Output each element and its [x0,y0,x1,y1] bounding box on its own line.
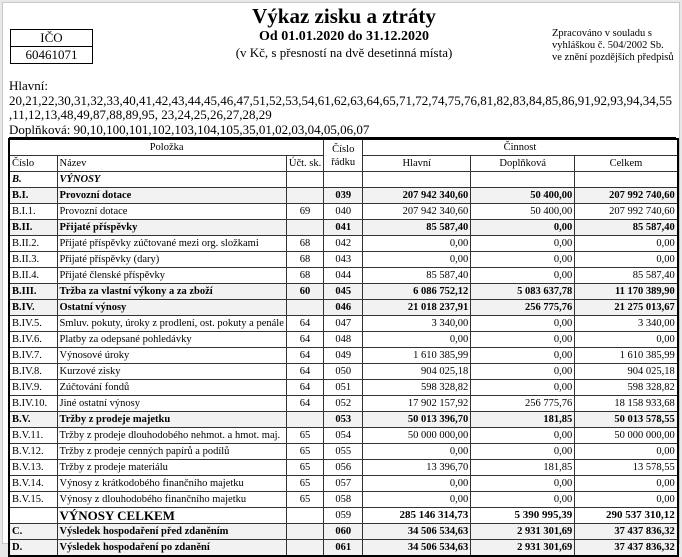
row-radek: 054 [324,428,363,444]
row-cislo: B.V.13. [9,460,57,476]
row-cislo: B.IV.6. [9,332,57,348]
row-nazev: Přijaté příspěvky (dary) [57,252,286,268]
table-row [9,252,678,268]
row-cislo: B.IV.7. [9,348,57,364]
table-row [9,364,678,380]
row-doplnkova: 0,00 [471,476,575,492]
report-period: Od 01.01.2020 do 31.12.2020 [259,29,429,44]
row-radek: 059 [324,508,363,524]
row-ucet [286,172,323,188]
row-celkem: 50 013 578,55 [575,412,678,428]
row-radek [324,172,363,188]
header-cinnost: Činnost [363,139,678,156]
row-nazev: Výnosové úroky [57,348,286,364]
row-nazev: Smluv. pokuty, úroky z prodlení, ost. pokuty a penále [57,316,286,332]
row-radek: 047 [324,316,363,332]
row-doplnkova: 0,00 [471,348,575,364]
row-celkem: 0,00 [575,332,678,348]
table-row [9,220,678,236]
row-ucet: 65 [286,476,323,492]
row-hlavni: 0,00 [363,476,471,492]
row-celkem: 21 275 013,67 [575,300,678,316]
row-nazev: Výsledek hospodaření po zdanění [57,540,286,557]
row-hlavni: 0,00 [363,236,471,252]
row-cislo: B.I. [9,188,57,204]
table-row [9,508,678,524]
row-ucet: 65 [286,460,323,476]
ico-box [10,29,93,64]
row-nazev: Přijaté členské příspěvky [57,268,286,284]
page-title: Výkaz zisku a ztráty [252,4,436,28]
row-nazev: VÝNOSY [57,172,286,188]
header-doplnkova: Doplňková [471,156,575,172]
row-doplnkova: 50 400,00 [471,204,575,220]
row-celkem: 13 578,55 [575,460,678,476]
row-radek: 060 [324,524,363,540]
row-doplnkova: 181,85 [471,412,575,428]
header-celkem: Celkem [575,156,678,172]
row-celkem: 1 610 385,99 [575,348,678,364]
row-celkem: 207 992 740,60 [575,188,678,204]
row-celkem: 0,00 [575,252,678,268]
row-radek: 050 [324,364,363,380]
row-radek: 052 [324,396,363,412]
row-cislo: B.IV.9. [9,380,57,396]
ico-value: 60461071 [11,46,92,63]
legal-note-line: vyhláškou č. 504/2002 Sb. [552,40,664,51]
row-hlavni: 85 587,40 [363,220,471,236]
row-radek: 045 [324,284,363,300]
row-nazev: Přijaté příspěvky [57,220,286,236]
row-radek: 046 [324,300,363,316]
row-hlavni: 904 025,18 [363,364,471,380]
row-cislo: B.IV. [9,300,57,316]
table-row [9,380,678,396]
table-row [9,332,678,348]
row-celkem: 0,00 [575,444,678,460]
row-celkem: 37 437 836,32 [575,540,678,557]
table-row [9,540,678,557]
row-nazev: Platby za odepsané pohledávky [57,332,286,348]
row-doplnkova: 0,00 [471,444,575,460]
row-radek: 056 [324,460,363,476]
row-doplnkova: 0,00 [471,252,575,268]
row-cislo: B.III. [9,284,57,300]
row-radek: 042 [324,236,363,252]
row-celkem: 85 587,40 [575,220,678,236]
row-ucet: 64 [286,348,323,364]
row-radek: 053 [324,412,363,428]
table-row [9,524,678,540]
row-celkem: 207 992 740,60 [575,204,678,220]
header-ucet: Účt. sk. [286,156,323,172]
row-doplnkova: 0,00 [471,268,575,284]
row-radek: 051 [324,380,363,396]
row-cislo [9,508,57,524]
table-row [9,348,678,364]
row-doplnkova: 5 083 637,78 [471,284,575,300]
row-ucet [286,188,323,204]
row-ucet: 65 [286,492,323,508]
row-nazev: Výnosy z dlouhodobého finančního majetku [57,492,286,508]
row-nazev: Tržby z prodeje cenných papírů a podílů [57,444,286,460]
supplementary-activities: Doplňková: 90,10,100,101,102,103,104,105,35,01,02,03,04,05,06,07 [9,123,676,140]
row-doplnkova: 0,00 [471,316,575,332]
row-cislo: B.V.11. [9,428,57,444]
legal-note [552,28,682,64]
row-ucet: 68 [286,236,323,252]
row-cislo: B.II.4. [9,268,57,284]
row-ucet: 64 [286,396,323,412]
row-doplnkova: 2 931 301,69 [471,540,575,557]
row-cislo: B.V. [9,412,57,428]
row-celkem: 290 537 310,12 [575,508,678,524]
row-doplnkova: 0,00 [471,492,575,508]
row-nazev: Provozní dotace [57,188,286,204]
row-doplnkova: 0,00 [471,380,575,396]
table-row [9,236,678,252]
row-ucet: 68 [286,268,323,284]
row-celkem: 50 000 000,00 [575,428,678,444]
row-radek: 057 [324,476,363,492]
row-celkem: 0,00 [575,476,678,492]
table-row [9,284,678,300]
row-celkem: 3 340,00 [575,316,678,332]
row-cislo: B.II.2. [9,236,57,252]
header-nazev: Název [57,156,286,172]
table-row [9,412,678,428]
row-radek: 055 [324,444,363,460]
row-ucet [286,412,323,428]
row-celkem: 0,00 [575,236,678,252]
row-cislo: B.II.3. [9,252,57,268]
row-hlavni: 0,00 [363,444,471,460]
row-radek: 043 [324,252,363,268]
row-ucet [286,508,323,524]
row-doplnkova: 0,00 [471,364,575,380]
row-nazev: Tržby z prodeje dlouhodobého nehmot. a hmot. maj. [57,428,286,444]
row-nazev: Kurzové zisky [57,364,286,380]
row-doplnkova: 5 390 995,39 [471,508,575,524]
main-activities-label: Hlavní: [9,78,48,93]
row-radek: 041 [324,220,363,236]
row-nazev: Přijaté příspěvky zúčtované mezi org. složkami [57,236,286,252]
row-radek: 058 [324,492,363,508]
row-nazev: Výsledek hospodaření před zdaněním [57,524,286,540]
row-hlavni: 50 000 000,00 [363,428,471,444]
header-cislo-radku: Číslo řádku [324,139,363,172]
profit-loss-table [8,138,679,557]
table-row [9,268,678,284]
row-doplnkova: 2 931 301,69 [471,524,575,540]
row-radek: 040 [324,204,363,220]
row-hlavni: 207 942 340,60 [363,188,471,204]
row-cislo: B.V.12. [9,444,57,460]
row-hlavni: 17 902 157,92 [363,396,471,412]
row-hlavni: 0,00 [363,252,471,268]
row-doplnkova: 256 775,76 [471,396,575,412]
row-hlavni: 34 506 534,63 [363,540,471,557]
row-celkem: 11 170 389,90 [575,284,678,300]
row-ucet: 65 [286,428,323,444]
row-nazev: VÝNOSY CELKEM [57,508,286,524]
row-radek: 044 [324,268,363,284]
row-doplnkova: 256 775,76 [471,300,575,316]
row-nazev: Zúčtování fondů [57,380,286,396]
row-hlavni: 0,00 [363,492,471,508]
table-row [9,428,678,444]
table-row [9,316,678,332]
row-nazev: Tržby z prodeje materiálu [57,460,286,476]
activities-block [9,79,679,139]
ico-label: IČO [40,30,63,45]
row-nazev: Tržby z prodeje majetku [57,412,286,428]
row-nazev: Výnosy z krátkodobého finančního majetku [57,476,286,492]
row-cislo: B.V.15. [9,492,57,508]
table-row [9,444,678,460]
row-hlavni: 0,00 [363,332,471,348]
row-celkem: 18 158 933,68 [575,396,678,412]
row-nazev: Provozní dotace [57,204,286,220]
row-ucet [286,524,323,540]
header-polozka: Položka [9,139,324,156]
row-cislo: B.IV.10. [9,396,57,412]
main-activities-line: 20,21,22,30,31,32,33,40,41,42,43,44,45,46,47,51,52,53,54,61,62,63,64,65,71,72,74,75,76,81,82,83,84,85,86,91,92,93,94,34,55 [9,92,672,108]
header-cislo: Číslo [9,156,57,172]
row-celkem: 37 437 836,32 [575,524,678,540]
row-ucet: 64 [286,364,323,380]
row-celkem: 0,00 [575,492,678,508]
report-page [2,2,680,553]
table-row [9,396,678,412]
row-radek: 049 [324,348,363,364]
row-cislo: B.IV.8. [9,364,57,380]
row-ucet [286,540,323,557]
row-nazev: Tržba za vlastní výkony a za zboží [57,284,286,300]
row-cislo: B.I.1. [9,204,57,220]
row-hlavni: 1 610 385,99 [363,348,471,364]
row-celkem: 85 587,40 [575,268,678,284]
row-celkem [575,172,678,188]
row-nazev: Jiné ostatní výnosy [57,396,286,412]
row-cislo: B.IV.5. [9,316,57,332]
table-row [9,492,678,508]
row-ucet: 69 [286,204,323,220]
row-hlavni: 85 587,40 [363,268,471,284]
row-doplnkova: 50 400,00 [471,188,575,204]
row-hlavni: 34 506 534,63 [363,524,471,540]
row-radek: 061 [324,540,363,557]
row-doplnkova: 0,00 [471,332,575,348]
header-hlavni: Hlavní [363,156,471,172]
row-doplnkova: 0,00 [471,220,575,236]
row-ucet: 60 [286,284,323,300]
row-ucet: 64 [286,332,323,348]
row-ucet: 68 [286,252,323,268]
row-ucet: 64 [286,380,323,396]
row-radek: 048 [324,332,363,348]
row-nazev: Ostatní výnosy [57,300,286,316]
legal-note-line: Zpracováno v souladu s [552,28,653,39]
row-doplnkova: 181,85 [471,460,575,476]
row-ucet [286,220,323,236]
row-hlavni: 6 086 752,12 [363,284,471,300]
row-cislo: B.V.14. [9,476,57,492]
row-radek: 039 [324,188,363,204]
table-row [9,476,678,492]
row-hlavni: 50 013 396,70 [363,412,471,428]
table-row [9,188,678,204]
row-doplnkova [471,172,575,188]
row-hlavni: 13 396,70 [363,460,471,476]
row-cislo: B.II. [9,220,57,236]
row-hlavni: 207 942 340,60 [363,204,471,220]
row-cislo: C. [9,524,57,540]
row-hlavni [363,172,471,188]
main-activities-line: ,11,12,13,48,49,87,88,89,95, 23,24,25,26,27,28,29 [9,107,272,122]
row-celkem: 904 025,18 [575,364,678,380]
table-row [9,204,678,220]
legal-note-line: ve znění pozdějších předpisů [552,52,674,63]
report-units: (v Kč, s přesností na dvě desetinná místa) [235,45,453,60]
row-cislo: D. [9,540,57,557]
row-ucet: 64 [286,316,323,332]
table-row [9,300,678,316]
row-cislo: B. [9,172,57,188]
row-celkem: 598 328,82 [575,380,678,396]
row-hlavni: 598 328,82 [363,380,471,396]
row-doplnkova: 0,00 [471,428,575,444]
row-ucet: 65 [286,444,323,460]
row-hlavni: 285 146 314,73 [363,508,471,524]
table-row [9,172,678,188]
row-hlavni: 3 340,00 [363,316,471,332]
row-ucet [286,300,323,316]
table-row [9,460,678,476]
row-hlavni: 21 018 237,91 [363,300,471,316]
row-doplnkova: 0,00 [471,236,575,252]
